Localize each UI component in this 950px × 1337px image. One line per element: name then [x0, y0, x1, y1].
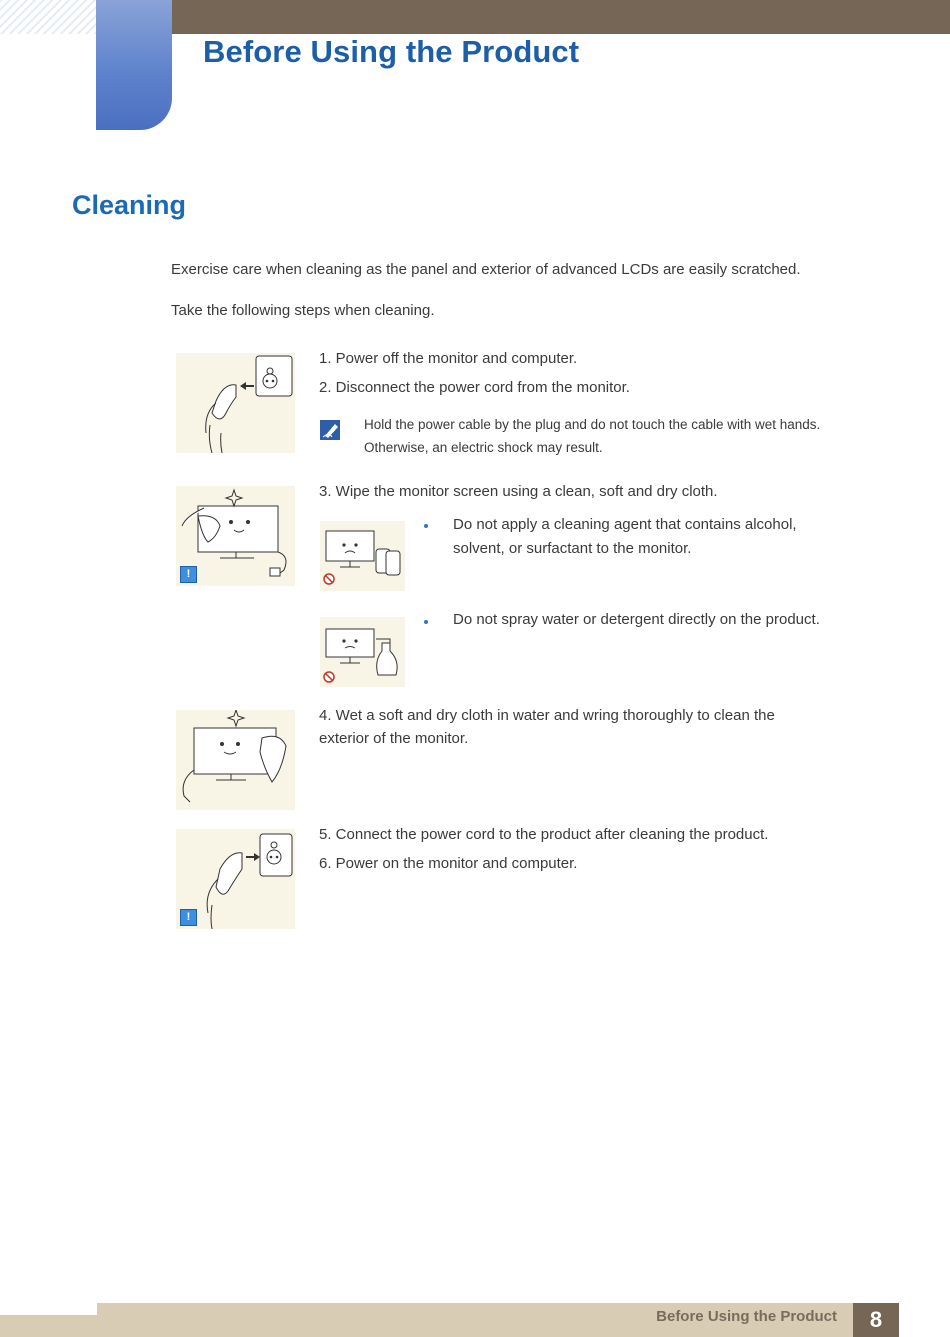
step-2: 2. Disconnect the power cord from the monitor.: [319, 379, 630, 396]
cleaning-agent-illustration: [320, 521, 405, 591]
note-pencil-icon: [320, 418, 342, 440]
header-bar: [96, 0, 950, 34]
step-3: 3. Wipe the monitor screen using a clean, soft and dry cloth.: [319, 483, 718, 500]
page-number: 8: [853, 1303, 899, 1337]
spray-illustration: [320, 617, 405, 687]
footer-chapter-label: Before Using the Product: [656, 1308, 837, 1325]
step-1: 1. Power off the monitor and computer.: [319, 350, 578, 367]
bullet-cleaning-agent: Do not apply a cleaning agent that contains alcohol, solvent, or surfactant to the monitor.: [453, 516, 797, 557]
bullet-spray: Do not spray water or detergent directly on the product.: [453, 611, 820, 628]
chapter-title: Before Using the Product: [203, 34, 580, 69]
bullet-icon: [424, 620, 428, 624]
section-title: Cleaning: [72, 190, 187, 220]
caution-icon: !: [180, 566, 197, 583]
step-5: 5. Connect the power cord to the product after cleaning the product.: [319, 826, 769, 843]
note-text: Hold the power cable by the plug and do not touch the cable with wet hands. Otherwise, an electric shock may result.: [364, 417, 821, 455]
prohibited-icon: [323, 671, 335, 683]
caution-icon: !: [180, 909, 197, 926]
wet-cloth-illustration: [176, 710, 295, 810]
wipe-screen-illustration: [176, 486, 295, 586]
steps-intro: Take the following steps when cleaning.: [171, 302, 435, 319]
prohibited-icon: [323, 573, 335, 585]
intro-paragraph: Exercise care when cleaning as the panel and exterior of advanced LCDs are easily scratched.: [171, 261, 801, 278]
chapter-tab: [96, 0, 172, 130]
footer-left-bar: [0, 1315, 97, 1337]
header-stripes: [0, 0, 96, 34]
step-6: 6. Power on the monitor and computer.: [319, 855, 578, 872]
step-4: 4. Wet a soft and dry cloth in water and wring thoroughly to clean the exterior of the monitor.: [319, 707, 775, 747]
plug-in-illustration: [176, 829, 295, 929]
unplug-illustration: [176, 353, 295, 453]
bullet-icon: [424, 524, 428, 528]
